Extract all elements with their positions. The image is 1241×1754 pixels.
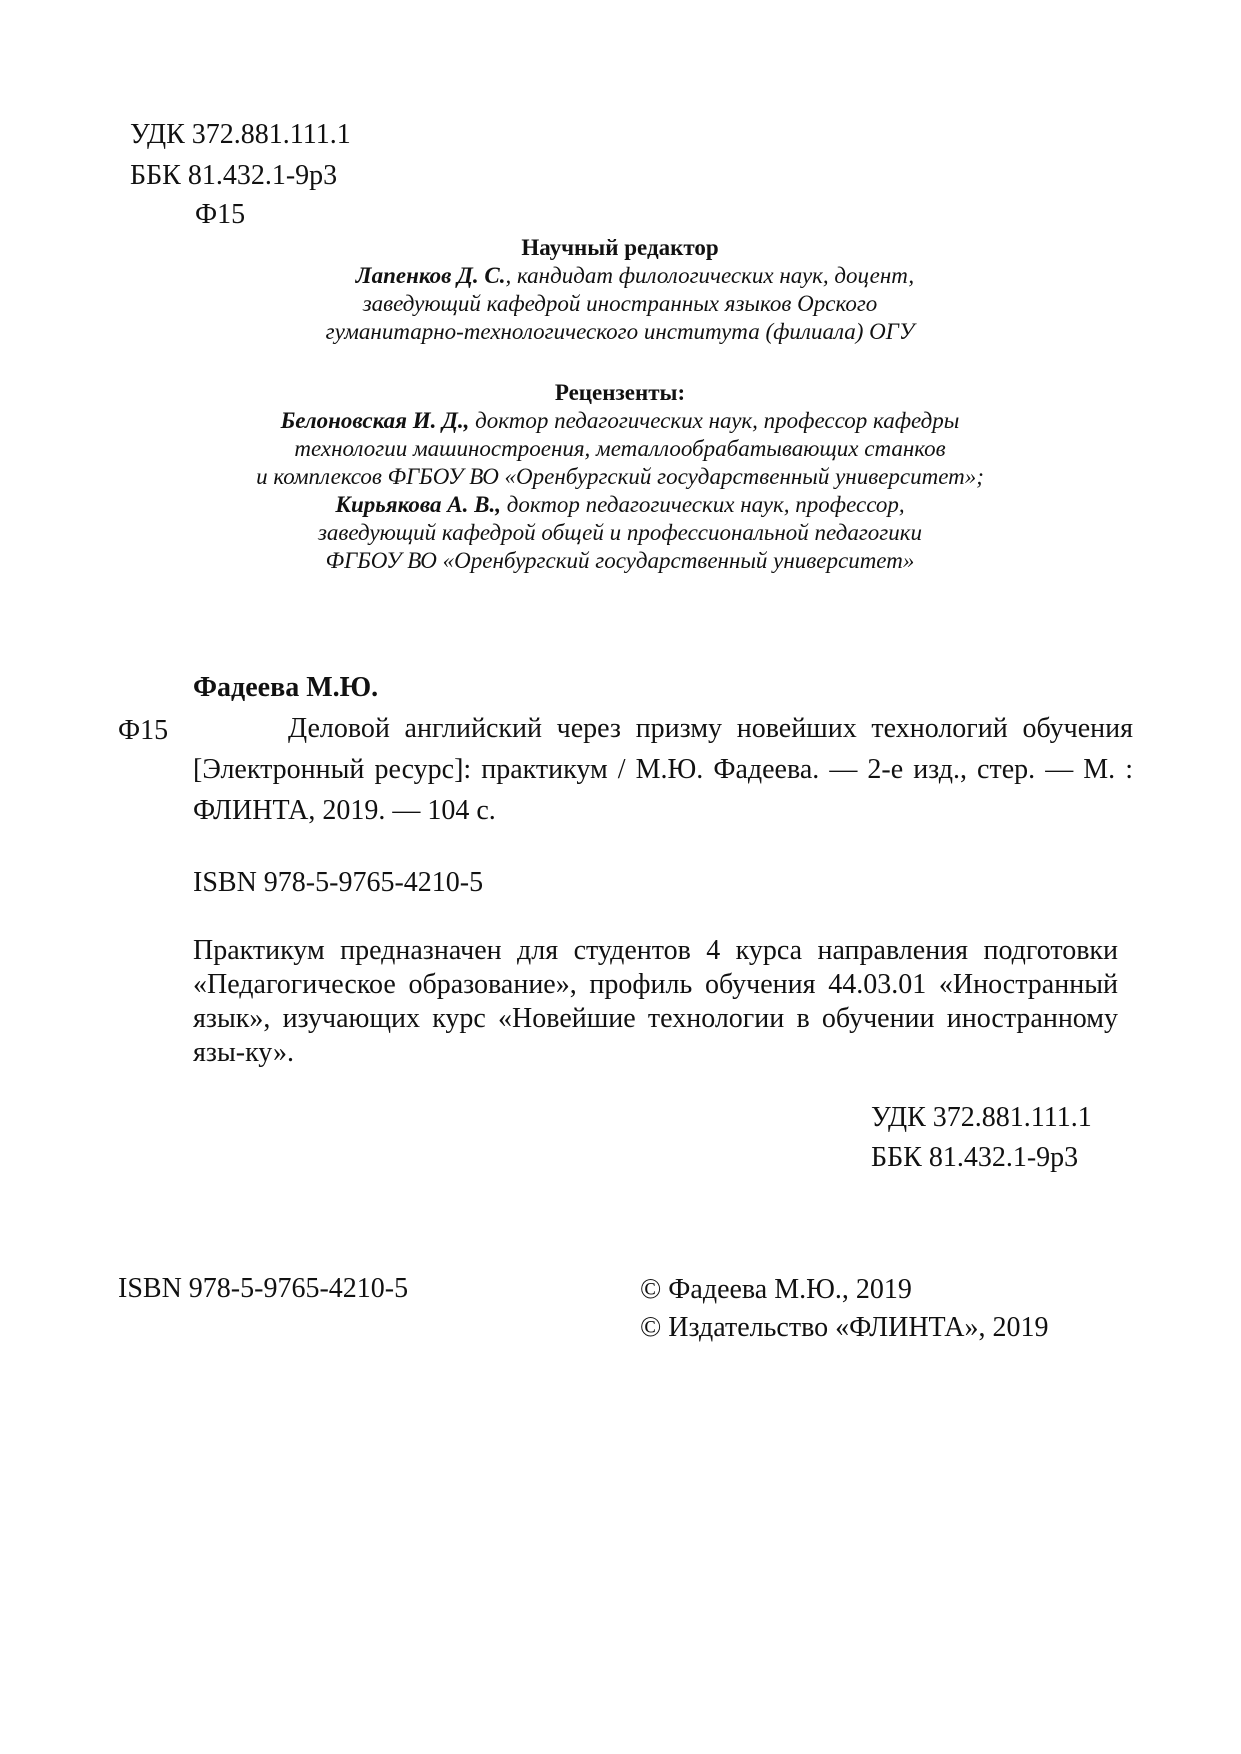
reviewers-title: Рецензенты: <box>554 380 686 405</box>
bbk-code-bottom: ББК 81.432.1-9р3 <box>871 1142 1079 1173</box>
reviewer-2-line-3: ФГБОУ ВО «Оренбургский государственный университет» <box>325 548 915 573</box>
editor-line-2: заведующий кафедрой иностранных языков Орского <box>362 291 878 316</box>
reviewer-1-line-2: технологии машиностроения, металлообрабатывающих станков <box>294 436 946 461</box>
editor-line-1: Лапенков Д. С., кандидат филологических наук, доцент, <box>355 263 915 288</box>
editor-block <box>150 234 1090 346</box>
bibliographic-description <box>193 708 1133 831</box>
reviewer-2-line-1: Кирьякова А. В., доктор педагогических наук, профессор, <box>335 492 905 517</box>
copyright-author: © Фадеева М.Ю., 2019 <box>640 1274 912 1305</box>
copyright-block <box>640 1271 1048 1347</box>
reviewer-2-name: Кирьякова А. В., <box>335 492 501 517</box>
bib-text: Деловой английский через призму новейших технологий обучения [Электронный ресурс]: практикум / М.Ю. Фадеева. — 2-е изд., стер. — М. : ФЛИНТА, 2019. — 104 с. <box>193 713 1133 826</box>
bottom-codes <box>871 1098 1092 1178</box>
annotation <box>193 934 1118 1070</box>
udk-code-top: УДК 372.881.111.1 <box>130 119 351 150</box>
reviewer-1-line-3: и комплексов ФГБОУ ВО «Оренбургский государственный университет»; <box>256 464 984 489</box>
editor-line-3: гуманитарно-технологического института (филиала) ОГУ <box>325 319 915 344</box>
reviewers-block <box>150 379 1090 575</box>
main-author: Фадеева М.Ю. <box>193 672 379 703</box>
bbk-code-top: ББК 81.432.1-9р3 <box>130 160 338 191</box>
reviewer-1-name: Белоновская И. Д., <box>280 408 470 433</box>
copyright-publisher: © Издательство «ФЛИНТА», 2019 <box>640 1312 1049 1343</box>
main-isbn: ISBN 978-5-9765-4210-5 <box>193 867 484 898</box>
editor-title: Научный редактор <box>521 235 719 260</box>
author-mark-top: Ф15 <box>195 199 246 230</box>
reviewer-1-line-1: Белоновская И. Д., доктор педагогических наук, профессор кафедры <box>280 408 960 433</box>
editor-name: Лапенков Д. С. <box>355 263 506 288</box>
annotation-text: Практикум предназначен для студентов 4 курса направления подготовки «Педагогическое образование», профиль обучения 44.03.01 «Иностранный язык», изучающих курс «Новейшие технологии в обучении иностранному язы-ку». <box>193 935 1118 1068</box>
main-author-mark: Ф15 <box>118 715 169 746</box>
footer-isbn: ISBN 978-5-9765-4210-5 <box>118 1273 409 1304</box>
udk-code-bottom: УДК 372.881.111.1 <box>871 1102 1092 1133</box>
reviewer-2-line-2: заведующий кафедрой общей и профессиональной педагогики <box>317 520 923 545</box>
